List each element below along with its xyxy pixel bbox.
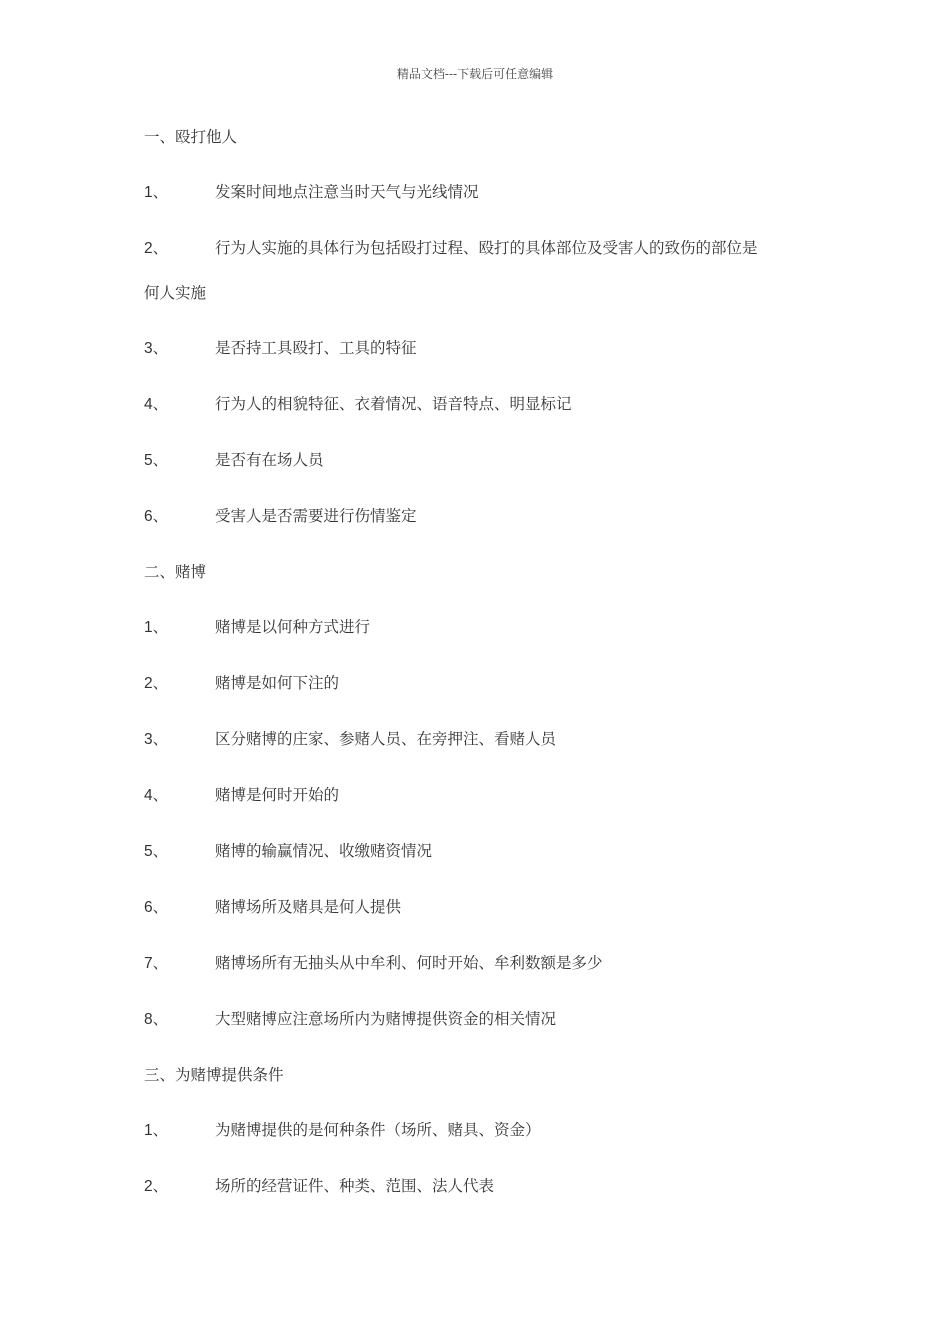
item-number: 6、 [144,899,169,916]
item-text: 赌博是何时开始的 [215,786,340,804]
list-item [144,892,824,923]
item-text: 赌博场所及赌具是何人提供 [215,898,402,916]
item-text: 行为人实施的具体行为包括殴打过程、殴打的具体部位及受害人的致伤的部位是 [215,239,758,257]
item-number: 4、 [144,396,169,413]
item-text: 受害人是否需要进行伤情鉴定 [215,507,417,525]
item-text: 是否有在场人员 [215,451,324,469]
item-number: 7、 [144,955,169,972]
list-item [144,445,824,476]
item-text: 场所的经营证件、种类、范围、法人代表 [215,1177,495,1195]
item-number: 5、 [144,843,169,860]
list-item [144,612,824,643]
list-item [144,333,824,364]
item-text-continuation: 何人实施 [144,284,207,302]
list-item [144,780,824,811]
item-number: 2、 [144,675,169,692]
list-item [144,1004,824,1035]
section-heading: 二、赌博 [144,563,207,581]
item-number: 1、 [144,184,169,201]
item-text: 是否持工具殴打、工具的特征 [215,339,417,357]
list-item [144,1171,824,1202]
page-header: 精品文档---下载后可任意编辑 [396,67,554,81]
list-item [144,501,824,532]
list-item [144,668,824,699]
item-text: 赌博场所有无抽头从中牟利、何时开始、牟利数额是多少 [215,954,603,972]
list-item [144,948,824,979]
item-number: 5、 [144,452,169,469]
item-number: 8、 [144,1011,169,1028]
list-item [144,1115,824,1146]
list-item [144,389,824,420]
item-number: 2、 [144,1178,169,1195]
item-text: 行为人的相貌特征、衣着情况、语音特点、明显标记 [215,395,572,413]
item-text: 发案时间地点注意当时天气与光线情况 [215,183,479,201]
item-number: 1、 [144,619,169,636]
section-heading: 一、殴打他人 [144,128,238,146]
item-text: 大型赌博应注意场所内为赌博提供资金的相关情况 [215,1010,557,1028]
section-heading: 三、为赌博提供条件 [144,1066,284,1084]
item-text: 为赌博提供的是何种条件（场所、赌具、资金） [215,1121,541,1139]
list-item [144,177,824,208]
list-item [144,836,824,867]
item-number: 3、 [144,731,169,748]
list-item [144,724,824,755]
item-number: 2、 [144,240,169,257]
item-text: 赌博是如何下注的 [215,674,340,692]
item-text: 赌博的输赢情况、收缴赌资情况 [215,842,433,860]
list-item [144,233,824,264]
item-text: 区分赌博的庄家、参赌人员、在旁押注、看赌人员 [215,730,557,748]
item-number: 3、 [144,340,169,357]
item-number: 6、 [144,508,169,525]
document-body [144,122,824,1227]
item-number: 4、 [144,787,169,804]
item-number: 1、 [144,1122,169,1139]
item-text: 赌博是以何种方式进行 [215,618,371,636]
